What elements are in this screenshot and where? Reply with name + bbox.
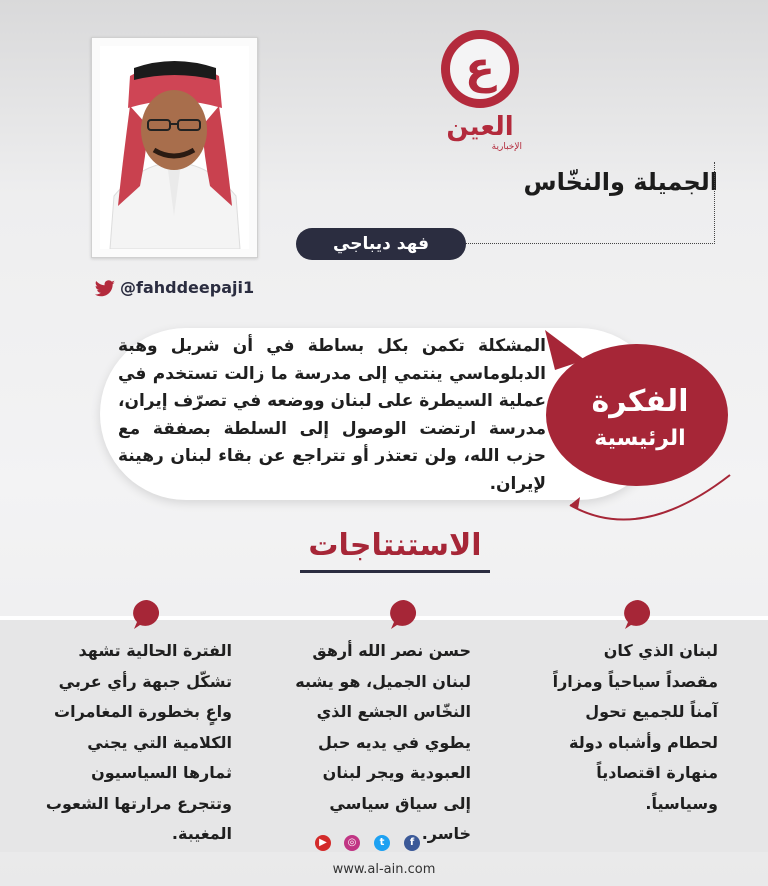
author-portrait-image [100,46,249,249]
speech-bubble-icon [131,598,163,630]
title-divider-vertical [714,162,715,244]
youtube-icon[interactable]: ▶ [315,835,331,851]
author-photo [91,37,258,258]
website-url[interactable]: www.al-ain.com [332,862,436,877]
title-divider-horizontal [466,243,715,244]
facebook-icon[interactable]: f [404,835,420,851]
logo-name: العين [446,112,514,142]
twitter-icon [94,280,116,298]
speech-bubble-icon [388,598,420,630]
logo-subtitle: الإخبارية [491,142,522,152]
author-name: فهد ديباجي [296,228,466,260]
decorative-arc [560,455,760,525]
conclusions-heading: الاستنتاجات [308,528,482,563]
main-idea-sublabel: الرئيسية [594,426,686,451]
twitter-handle[interactable]: @fahddeepaji1 [120,278,255,297]
conclusions-underline [300,570,490,573]
twitter-icon[interactable]: t [374,835,390,851]
conclusion-item: حسن نصر الله أرهق لبنان الجميل، هو يشبه النخّاس الجشع الذي يطوي في يديه حبل العبودية ويجر لبنان إلى سياق سياسي خاسر. [295,641,471,843]
article-title: الجميلة والنخّاس [523,168,718,196]
main-idea-text: المشكلة تكمن بكل بساطة في أن شربل وهبة الدبلوماسي ينتمي إلى مدرسة ما زالت تستخدم في عملية السيطرة على لبنان ووضعه في تصرّف إيران، مدرسة ارتضت الوصول إلى السلطة بصفقة مع حزب الله، ولن تعتذر أو تتراجع عن بقاء لبنان رهينة لإيران. [118,336,546,494]
instagram-icon[interactable]: ◎ [344,835,360,851]
main-idea-label: الفكرة [591,384,689,419]
conclusion-item: لبنان الذي كان مقصداً سياحياً ومزاراً آمناً للجميع تحول لحطام وأشباه دولة منهارة اقتصادياً وسياسياً. [552,641,718,813]
speech-bubble-icon [622,598,654,630]
logo-glyph: ع [464,43,496,94]
conclusion-item: الفترة الحالية تشهد تشكّل جبهة رأي عربي واعٍ بخطورة المغامرات الكلامية التي يجني ثمارها السياسيون وتتجرع مرارتها الشعوب المغيبة. [45,641,232,843]
